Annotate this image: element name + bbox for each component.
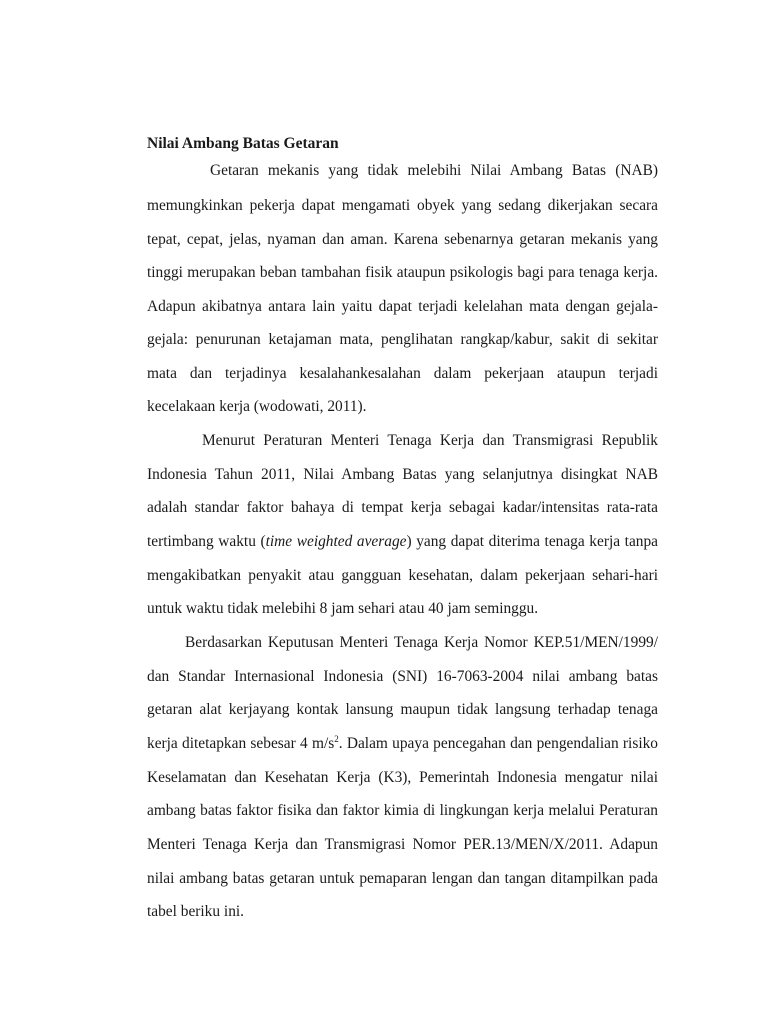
- text-line: tabel beriku ini.: [147, 903, 245, 920]
- text-line: tepat, cepat, jelas, nyaman dan aman. Karena sebenarnya getaran mekanis yang: [147, 231, 658, 248]
- text-line: memungkinkan pekerja dapat mengamati obyek yang sedang dikerjakan secara: [147, 197, 658, 214]
- text-segment: ) yang dapat diterima tenaga kerja tanpa: [406, 533, 658, 550]
- text-line: Menurut Peraturan Menteri Tenaga Kerja dan Transmigrasi Republik: [202, 432, 658, 449]
- text-line: Getaran mekanis yang tidak melebihi Nilai Ambang Batas (NAB): [210, 162, 658, 179]
- text-line: nilai ambang batas getaran untuk pemaparan lengan dan tangan ditampilkan pada: [147, 870, 658, 887]
- text-line: tinggi merupakan beban tambahan fisik ataupun psikologis bagi para tenaga kerja.: [147, 264, 658, 281]
- text-line: adalah standar faktor bahaya di tempat kerja sebagai kadar/intensitas rata-rata: [147, 499, 658, 516]
- text-line: gejala: penurunan ketajaman mata, penglihatan rangkap/kabur, sakit di sekitar: [147, 331, 658, 348]
- text-line: Indonesia Tahun 2011, Nilai Ambang Batas yang selanjutnya disingkat NAB: [147, 466, 658, 483]
- text-line: mata dan terjadinya kesalahankesalahan dalam pekerjaan ataupun terjadi: [147, 365, 658, 382]
- italic-term: time weighted average: [265, 533, 407, 550]
- text-line-with-italic: [147, 532, 658, 552]
- text-line: Menteri Tenaga Kerja dan Transmigrasi Nomor PER.13/MEN/X/2011. Adapun: [147, 836, 658, 853]
- superscript: 2: [334, 734, 339, 744]
- text-segment: . Dalam upaya pencegahan dan pengendalian risiko: [338, 735, 658, 752]
- text-line-with-superscript: [147, 734, 658, 754]
- text-line: ambang batas faktor fisika dan faktor kimia di lingkungan kerja melalui Peraturan: [147, 802, 658, 819]
- text-line: untuk waktu tidak melebihi 8 jam sehari atau 40 jam seminggu.: [147, 600, 539, 617]
- text-line: kecelakaan kerja (wodowati, 2011).: [147, 398, 367, 415]
- text-segment: tertimbang waktu (: [147, 533, 266, 550]
- text-line: Berdasarkan Keputusan Menteri Tenaga Kerja Nomor KEP.51/MEN/1999/: [185, 634, 658, 651]
- text-line: mengakibatkan penyakit atau gangguan kesehatan, dalam pekerjaan sehari-hari: [147, 567, 658, 584]
- section-heading: Nilai Ambang Batas Getaran: [147, 135, 339, 152]
- text-line: dan Standar Internasional Indonesia (SNI) 16-7063-2004 nilai ambang batas: [147, 668, 658, 685]
- text-line: getaran alat kerjayang kontak lansung maupun tidak langsung terhadap tenaga: [147, 701, 658, 718]
- text-line: Adapun akibatnya antara lain yaitu dapat terjadi kelelahan mata dengan gejala-: [147, 298, 658, 315]
- text-segment: kerja ditetapkan sebesar 4 m/s: [147, 735, 335, 752]
- text-line: Keselamatan dan Kesehatan Kerja (K3), Pemerintah Indonesia mengatur nilai: [147, 769, 658, 786]
